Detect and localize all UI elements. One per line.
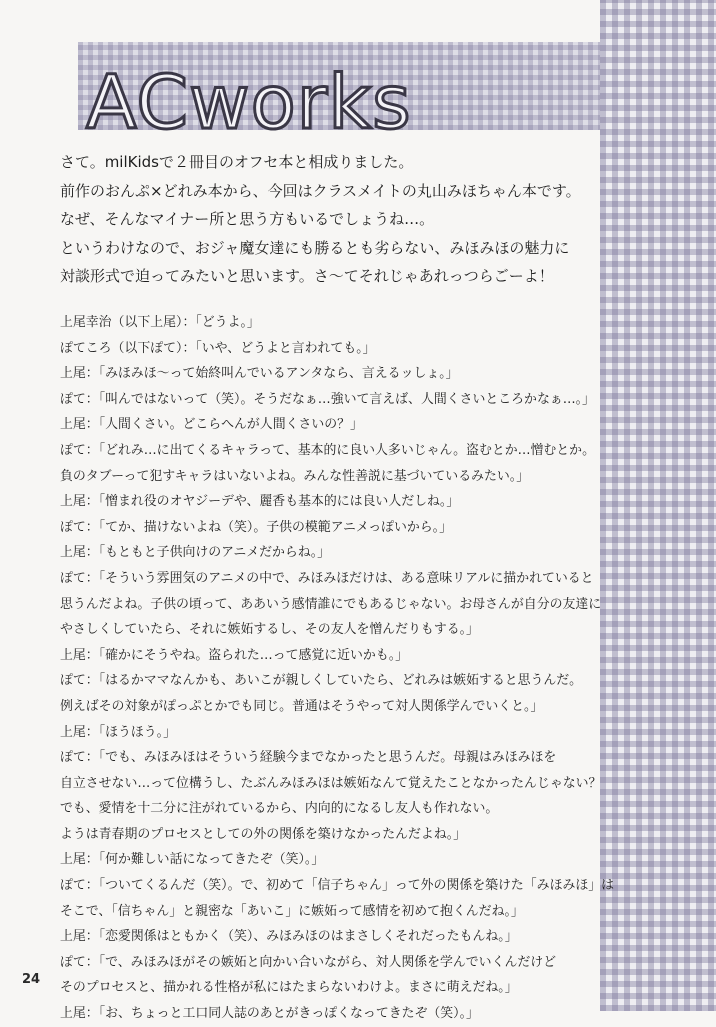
dialogue-line: ぽて：「でも、みほみほはそういう経験今までなかったと思うんだ。母親はみほみほを xyxy=(60,750,557,766)
page-title: ACworks xyxy=(86,60,412,146)
intro-line: さて。milKidsで２冊目のオフセ本と相成りました。 xyxy=(60,153,414,171)
intro-line: というわけなので、おジャ魔女達にも勝るとも劣らない、みほみほの魅力に xyxy=(60,238,570,257)
intro-line: 前作のおんぷ×どれみ本から、今回はクラスメイトの丸山みほちゃん本です。 xyxy=(60,181,581,200)
dialogue-line: ぽて：「ついてくるんだ（笑）。で、初めて「信子ちゃん」って外の関係を築けた「みほみほ」は xyxy=(60,878,615,894)
dialogue-line: でも、愛情を十二分に注がれているから、内向的になるし友人も作れない。 xyxy=(60,801,499,817)
dialogue-line: 思うんだよね。子供の頃って、ああいう感情誰にでもあるじゃない。お母さんが自分の友達に xyxy=(60,596,602,612)
dialogue-line: 上尾：「恋愛関係はともかく（笑）、みほみほのはまさしくそれだったもんね。」 xyxy=(60,929,518,945)
dialogue-line: ぽて：「てか、描けないよね（笑）。子供の模範アニメっぽいから。」 xyxy=(60,519,452,535)
dialogue-line: ようは青春期のプロセスとしての外の関係を築けなかったんだよね。」 xyxy=(60,826,467,842)
dialogue-line: 上尾：「確かにそうやね。盗られた…って感覚に近いかも。」 xyxy=(60,647,409,663)
dialogue-line: ぽて：「はるかママなんかも、あいこが親しくしていたら、どれみは嫉妬すると思うんだ。 xyxy=(60,673,583,689)
dialogue-line: ぽて：「どれみ…に出てくるキャラって、基本的に良い人多いじゃん。盗むとか…憎むとか。 xyxy=(60,442,595,458)
dialogue-line: ぽて：「で、みほみほがその嫉妬と向かい合いながら、対人関係を学んでいくんだけど xyxy=(60,954,557,970)
intro-line: 対談形式で迫ってみたいと思います。さ～てそれじゃあれっつらごーよ！ xyxy=(60,267,554,285)
dialogue-line: 上尾：「何か難しい話になってきたぞ（笑）。」 xyxy=(60,852,325,868)
dialogue-line: やさしくしていたら、それに嫉妬するし、その友人を憎んだりもする。」 xyxy=(60,622,479,638)
dialogue-line: 上尾：「憎まれ役のオヤジーデや、麗香も基本的には良い人だしね。」 xyxy=(60,494,460,510)
dialogue-line: 上尾：「もともと子供向けのアニメだからね。」 xyxy=(60,545,331,561)
dialogue-line: 例えばその対象がぽっぷとかでも同じ。普通はそうやって対人関係学んでいくと。」 xyxy=(60,698,544,714)
dialogue-line: 上尾：「みほみほ～って始終叫んでいるアンタなら、言えるッしょ。」 xyxy=(60,366,459,382)
page-number: 24 xyxy=(22,972,41,987)
intro-paragraph xyxy=(60,148,600,291)
dialogue-line: ぽて：「叫んではないって（笑）。そうだなぁ…強いて言えば、人間くさいところかなぁ…。」 xyxy=(60,391,595,407)
intro-line: なぜ、そんなマイナー所と思う方もいるでしょうね…。 xyxy=(60,210,435,228)
dialogue-line: ぽてころ（以下ぽて）：「いや、どうよと言われても。」 xyxy=(60,340,376,356)
dialogue-line: 上尾：「ほうほう。」 xyxy=(60,724,177,740)
dialogue-line: 上尾：「人間くさい。どこらへんが人間くさいの？」 xyxy=(60,417,363,433)
dialogue-line: 負のタブーって犯すキャラはいないよね。みんな性善説に基づいているみたい。」 xyxy=(60,468,530,484)
dialogue-line: ぽて：「そういう雰囲気のアニメの中で、みほみほだけは、ある意味リアルに描かれていると xyxy=(60,570,594,586)
dialogue-line: そこで、「信ちゃん」と親密な「あいこ」に嫉妬って感情を初めて抱くんだね。」 xyxy=(60,903,524,919)
dialogue-line: そのプロセスと、描かれる性格が私にはたまらないわけよ。まさに萌えだね。」 xyxy=(60,980,518,996)
dialogue-transcript xyxy=(60,310,660,1027)
dialogue-line: 自立させない…って位構うし、たぶんみほみほは嫉妬なんて覚えたことなかったんじゃない？ xyxy=(60,775,602,791)
dialogue-line: 上尾幸治（以下上尾）：「どうよ。」 xyxy=(60,315,260,330)
dialogue-line: 上尾：「お、ちょっと工口同人誌のあとがきっぽくなってきたぞ（笑）。」 xyxy=(60,1006,479,1022)
